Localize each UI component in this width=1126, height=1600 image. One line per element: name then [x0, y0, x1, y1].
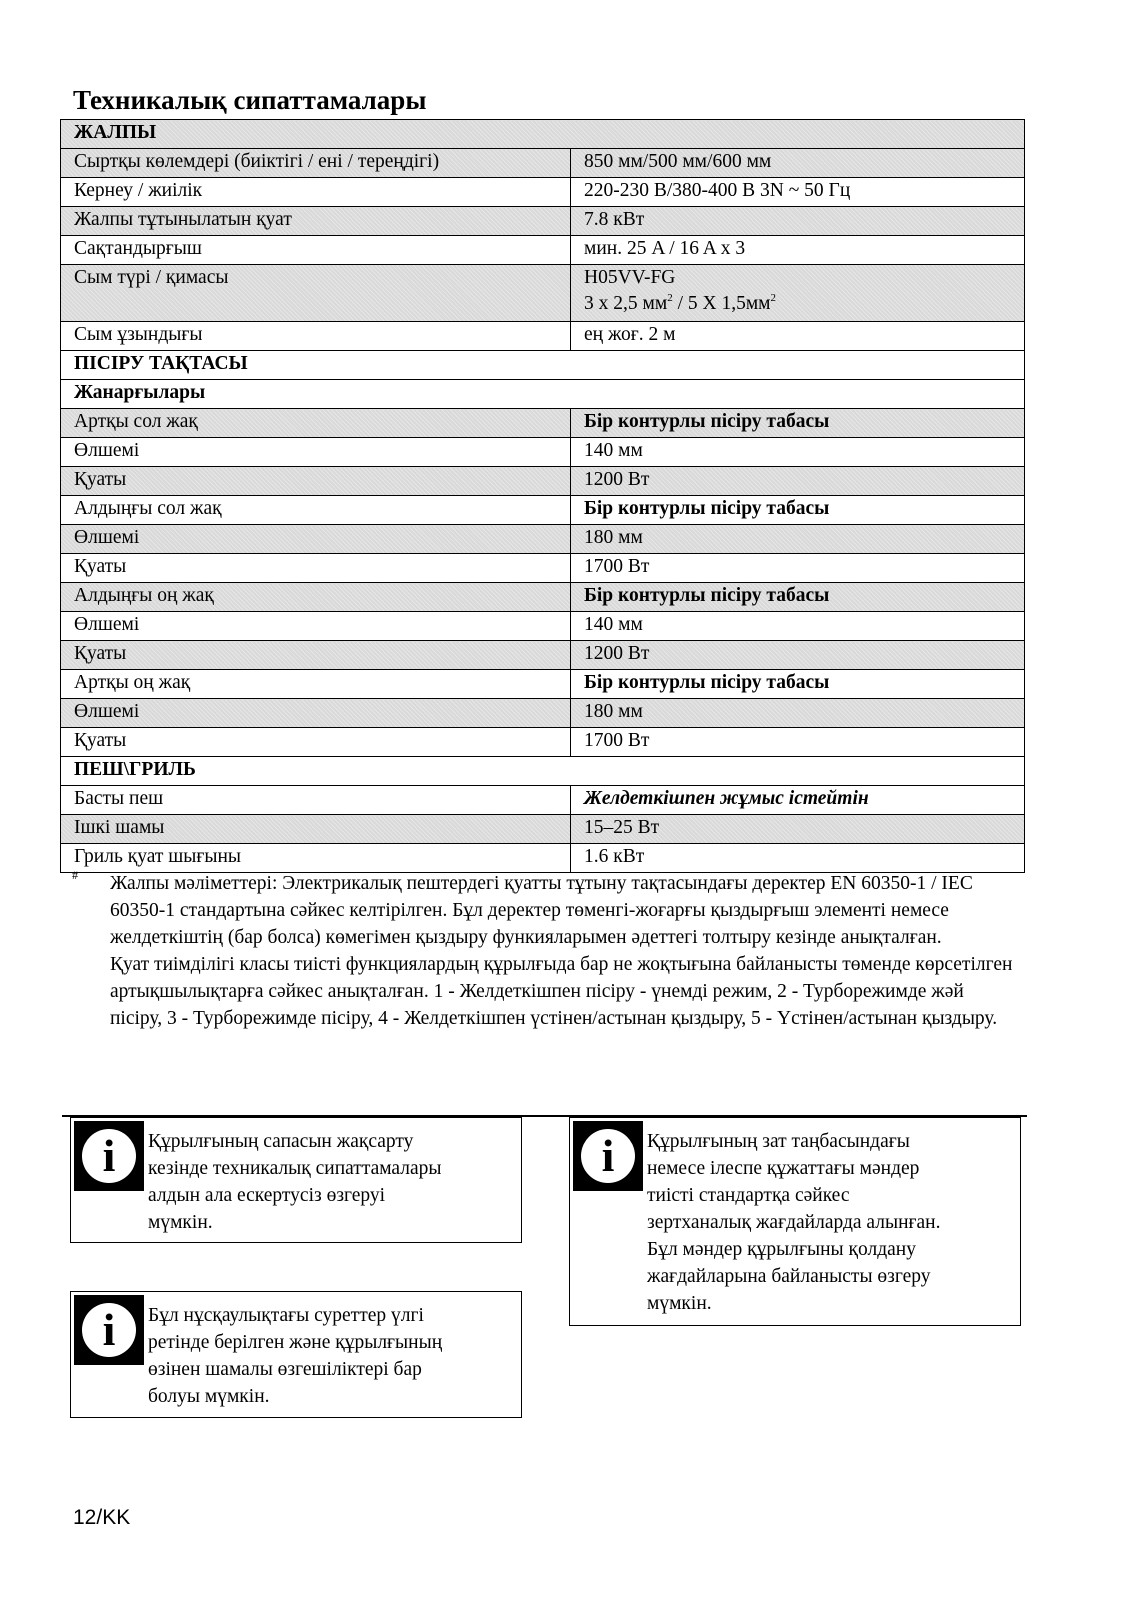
table-row	[61, 409, 1025, 438]
specifications-table	[60, 119, 1025, 873]
spec-value: 180 мм	[571, 525, 1025, 554]
page-title: Техникалық сипаттамалары	[73, 85, 427, 115]
spec-label: Қуаты	[61, 728, 571, 757]
info-note-text: Құрылғының сапасын жақсарту кезінде техникалық сипаттамалары алдын ала ескертусіз өзгеруі мүмкін.	[148, 1131, 442, 1233]
spec-label: Ішкі шамы	[61, 815, 571, 844]
footnote-paragraph: Жалпы мәліметтері: Электрикалық пештердегі қуатты тұтыну тақтасындағы деректер EN 60350-1 / IEC 60350-1 стандартына сәйкес келтірілген. Бұл деректер төменгі-жоғарғы қыздырғыш элементі немесе желдеткіштің (бар болса) көмегімен қыздыру функияларымен әдеттегі толтыру кезінде анықталған.	[110, 873, 973, 948]
table-row	[61, 815, 1025, 844]
table-row	[61, 670, 1025, 699]
spec-label: Сақтандырғыш	[61, 236, 571, 265]
info-icon: i	[74, 1295, 144, 1365]
spec-value: Бір контурлы пісіру табасы	[571, 496, 1025, 525]
spec-label: Сыртқы көлемдері (биіктігі / ені / тереңдігі)	[61, 149, 571, 178]
table-row	[61, 322, 1025, 351]
spec-value	[571, 265, 1025, 322]
info-note-box	[70, 1291, 522, 1418]
table-row	[61, 554, 1025, 583]
table-row	[61, 496, 1025, 525]
spec-label: Алдыңғы сол жақ	[61, 496, 571, 525]
spec-value: ең жоғ. 2 м	[571, 322, 1025, 351]
spec-value: 7.8 кВт	[571, 207, 1025, 236]
info-icon: i	[573, 1121, 643, 1191]
spec-value: 1700 Вт	[571, 554, 1025, 583]
table-row	[61, 786, 1025, 815]
spec-value: Бір контурлы пісіру табасы	[571, 670, 1025, 699]
table-row	[61, 236, 1025, 265]
table-row	[61, 525, 1025, 554]
spec-value: 850 мм/500 мм/600 мм	[571, 149, 1025, 178]
spec-value: мин. 25 A / 16 A x 3	[571, 236, 1025, 265]
table-row	[61, 844, 1025, 873]
spec-value: 15–25 Вт	[571, 815, 1025, 844]
table-row	[61, 149, 1025, 178]
info-note-box	[70, 1117, 522, 1243]
spec-value: 180 мм	[571, 699, 1025, 728]
info-note-box	[569, 1117, 1021, 1326]
spec-label: Қуаты	[61, 554, 571, 583]
info-note-text: Құрылғының зат таңбасындағы немесе ілеспе құжаттағы мәндер тиісті стандартқа сәйкес зертханалық жағдайларда алынған. Бұл мәндер құрылғыны қолдану жағдайларына байланысты өзгеру мүмкін.	[647, 1131, 941, 1314]
spec-label: Өлшемі	[61, 525, 571, 554]
spec-value: Бір контурлы пісіру табасы	[571, 583, 1025, 612]
spec-value: 140 мм	[571, 612, 1025, 641]
table-row	[61, 728, 1025, 757]
spec-label: Өлшемі	[61, 612, 571, 641]
spec-label: Артқы оң жақ	[61, 670, 571, 699]
footnote-marker: #	[72, 868, 78, 882]
spec-label: Басты пеш	[61, 786, 571, 815]
spec-value: Желдеткішпен жұмыс істейтін	[571, 786, 1025, 815]
section-header-hob: ПІСІРУ ТАҚТАСЫ	[61, 351, 1025, 380]
table-row	[61, 641, 1025, 670]
info-note-text: Бұл нұсқаулықтағы суреттер үлгі ретінде берілген және құрылғының өзінен шамалы өзгешіліктері бар болуы мүмкін.	[148, 1305, 443, 1407]
spec-label: Артқы сол жақ	[61, 409, 571, 438]
spec-value: Бір контурлы пісіру табасы	[571, 409, 1025, 438]
spec-value: 220-230 В/380-400 В 3N ~ 50 Гц	[571, 178, 1025, 207]
footnote-paragraph: Қуат тиімділігі класы тиісті функциялардың құрылғыда бар не жоқтығына байланысты төменде көрсетілген артықшылықтарға сәйкес анықталған. 1 - Желдеткішпен пісіру - үнемді режим, 2 - Турборежимде жәй пісіру, 3 - Турборежимде пісіру, 4 - Желдеткішпен үстінен/астынан қыздыру, 5 - Үстінен/астынан қыздыру.	[110, 954, 1013, 1029]
spec-label: Өлшемі	[61, 438, 571, 467]
spec-label: Сым ұзындығы	[61, 322, 571, 351]
footnote-text	[110, 870, 1020, 1032]
info-icon: i	[74, 1121, 144, 1191]
section-header-burners: Жанарғылары	[61, 380, 1025, 409]
table-row	[61, 438, 1025, 467]
spec-label: Өлшемі	[61, 699, 571, 728]
spec-label: Қуаты	[61, 641, 571, 670]
spec-label: Кернеу / жиілік	[61, 178, 571, 207]
spec-value: 1200 Вт	[571, 467, 1025, 496]
table-row	[61, 207, 1025, 236]
spec-label: Алдыңғы оң жақ	[61, 583, 571, 612]
spec-value: 1700 Вт	[571, 728, 1025, 757]
spec-value: 1.6 кВт	[571, 844, 1025, 873]
cable-type: H05VV-FG	[584, 267, 676, 288]
table-row	[61, 612, 1025, 641]
spec-value: 140 мм	[571, 438, 1025, 467]
table-row	[61, 583, 1025, 612]
page-number: 12/KK	[73, 1506, 131, 1529]
spec-label: Қуаты	[61, 467, 571, 496]
spec-value: 1200 Вт	[571, 641, 1025, 670]
section-header-general: ЖАЛПЫ	[61, 120, 1025, 149]
section-header-oven: ПЕШ\ГРИЛЬ	[61, 757, 1025, 786]
spec-label: Сым түрі / қимасы	[61, 265, 571, 322]
spec-label: Жалпы тұтынылатын қуат	[61, 207, 571, 236]
spec-label: Гриль қуат шығыны	[61, 844, 571, 873]
table-row	[61, 699, 1025, 728]
table-row	[61, 178, 1025, 207]
cable-section: 3 x 2,5 $мм^2 / 5$ X $1,5мм^2$	[584, 292, 776, 314]
table-row	[61, 265, 1025, 322]
table-row	[61, 467, 1025, 496]
